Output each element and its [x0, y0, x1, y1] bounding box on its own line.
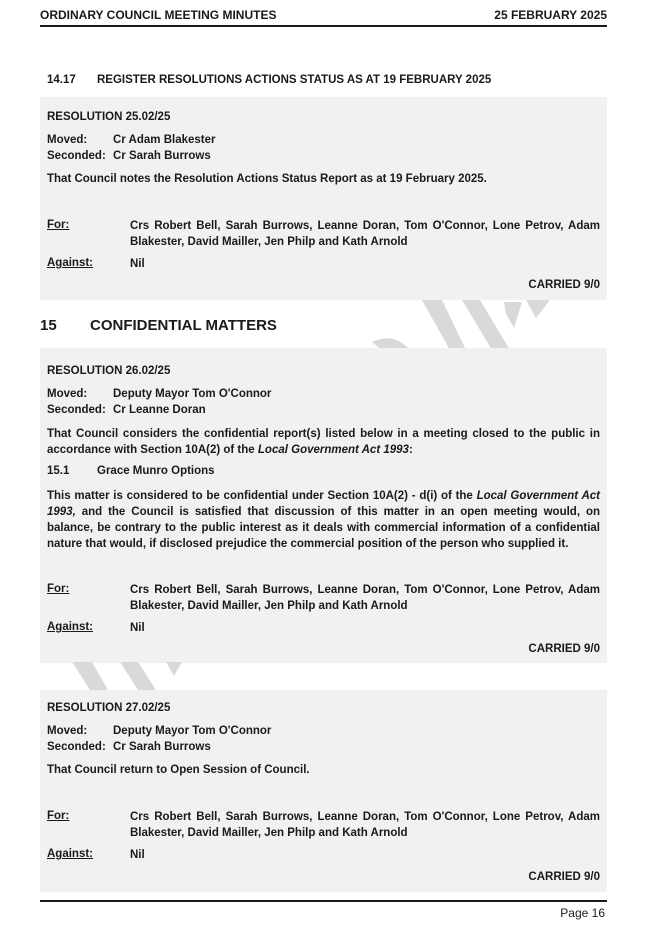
sub-item — [47, 465, 215, 477]
resolution-text: That Council considers the confidential report(s) listed below in a meeting closed to the public in accordance with Section 10A(2) of the Local Government Act 1993: — [47, 428, 600, 456]
act-name: Local Government Act 1993, — [47, 490, 600, 518]
against-value: Nil — [130, 622, 145, 634]
for-value: Crs Robert Bell, Sarah Burrows, Leanne Doran, Tom O'Connor, Lone Petrov, Adam Blakester, David Mailler, Jen Philp and Kath Arnold — [130, 584, 600, 612]
footer-rule — [40, 900, 607, 902]
for-value: Crs Robert Bell, Sarah Burrows, Leanne Doran, Tom O'Connor, Lone Petrov, Adam Blakester, David Mailler, Jen Philp and Kath Arnold — [130, 220, 600, 248]
moved-row — [47, 388, 271, 400]
sub-item-number: 15.1 — [47, 465, 70, 477]
against-label: Against: — [47, 621, 93, 633]
header-rule — [40, 25, 607, 27]
carried-status: CARRIED 9/0 — [528, 279, 600, 291]
carried-status: CARRIED 9/0 — [528, 643, 600, 655]
against-label: Against: — [47, 257, 93, 269]
moved-label: Moved: — [47, 134, 88, 146]
section-number: 15 — [40, 317, 57, 334]
seconded-value: Cr Leanne Doran — [113, 404, 206, 416]
document-title: ORDINARY COUNCIL MEETING MINUTES — [40, 8, 277, 22]
moved-row — [47, 725, 271, 737]
resolution-text: That Council notes the Resolution Actions Status Report as at 19 February 2025. — [47, 173, 487, 185]
item-title: REGISTER RESOLUTIONS ACTIONS STATUS AS AT 19 FEBRUARY 2025 — [97, 74, 492, 86]
moved-value: Deputy Mayor Tom O'Connor — [113, 388, 272, 400]
seconded-label: Seconded: — [47, 404, 106, 416]
seconded-label: Seconded: — [47, 150, 106, 162]
against-value: Nil — [130, 258, 145, 270]
section-title: CONFIDENTIAL MATTERS — [90, 317, 277, 334]
seconded-row — [47, 741, 211, 753]
sub-item-title: Grace Munro Options — [97, 465, 215, 477]
resolution-text: That Council return to Open Session of Council. — [47, 764, 310, 776]
page-number: Page 16 — [560, 906, 605, 920]
meeting-date: 25 FEBRUARY 2025 — [494, 8, 607, 22]
seconded-value: Cr Sarah Burrows — [113, 741, 211, 753]
against-label: Against: — [47, 848, 93, 860]
watermark-logo-top — [370, 298, 560, 354]
for-label: For: — [47, 810, 70, 822]
moved-value: Deputy Mayor Tom O'Connor — [113, 725, 272, 737]
against-value: Nil — [130, 849, 145, 861]
confidentiality-text: This matter is considered to be confidential under Section 10A(2) - d(i) of the Local Government Act 1993, and the Council is satisfied that discussion of this matter in an open meeting would, on balance, be contrary to the public interest as it deals with commercial information of a confidential nature that would, if disclosed prejudice the commercial position of the person who supplied it. — [47, 490, 600, 550]
seconded-value: Cr Sarah Burrows — [113, 150, 211, 162]
moved-label: Moved: — [47, 725, 88, 737]
item-number: 14.17 — [47, 74, 76, 86]
seconded-label: Seconded: — [47, 741, 106, 753]
act-name: Local Government Act 1993 — [257, 444, 409, 456]
moved-label: Moved: — [47, 388, 88, 400]
seconded-row — [47, 150, 211, 162]
carried-status: CARRIED 9/0 — [528, 871, 600, 883]
watermark-logo-bottom — [70, 660, 190, 692]
for-value: Crs Robert Bell, Sarah Burrows, Leanne Doran, Tom O'Connor, Lone Petrov, Adam Blakester, David Mailler, Jen Philp and Kath Arnold — [130, 811, 600, 839]
seconded-row — [47, 404, 206, 416]
resolution-heading: RESOLUTION 25.02/25 — [47, 111, 171, 123]
moved-value: Cr Adam Blakester — [113, 134, 216, 146]
for-label: For: — [47, 219, 70, 231]
resolution-heading: RESOLUTION 26.02/25 — [47, 365, 171, 377]
resolution-heading: RESOLUTION 27.02/25 — [47, 702, 171, 714]
for-label: For: — [47, 583, 70, 595]
moved-row — [47, 134, 215, 146]
